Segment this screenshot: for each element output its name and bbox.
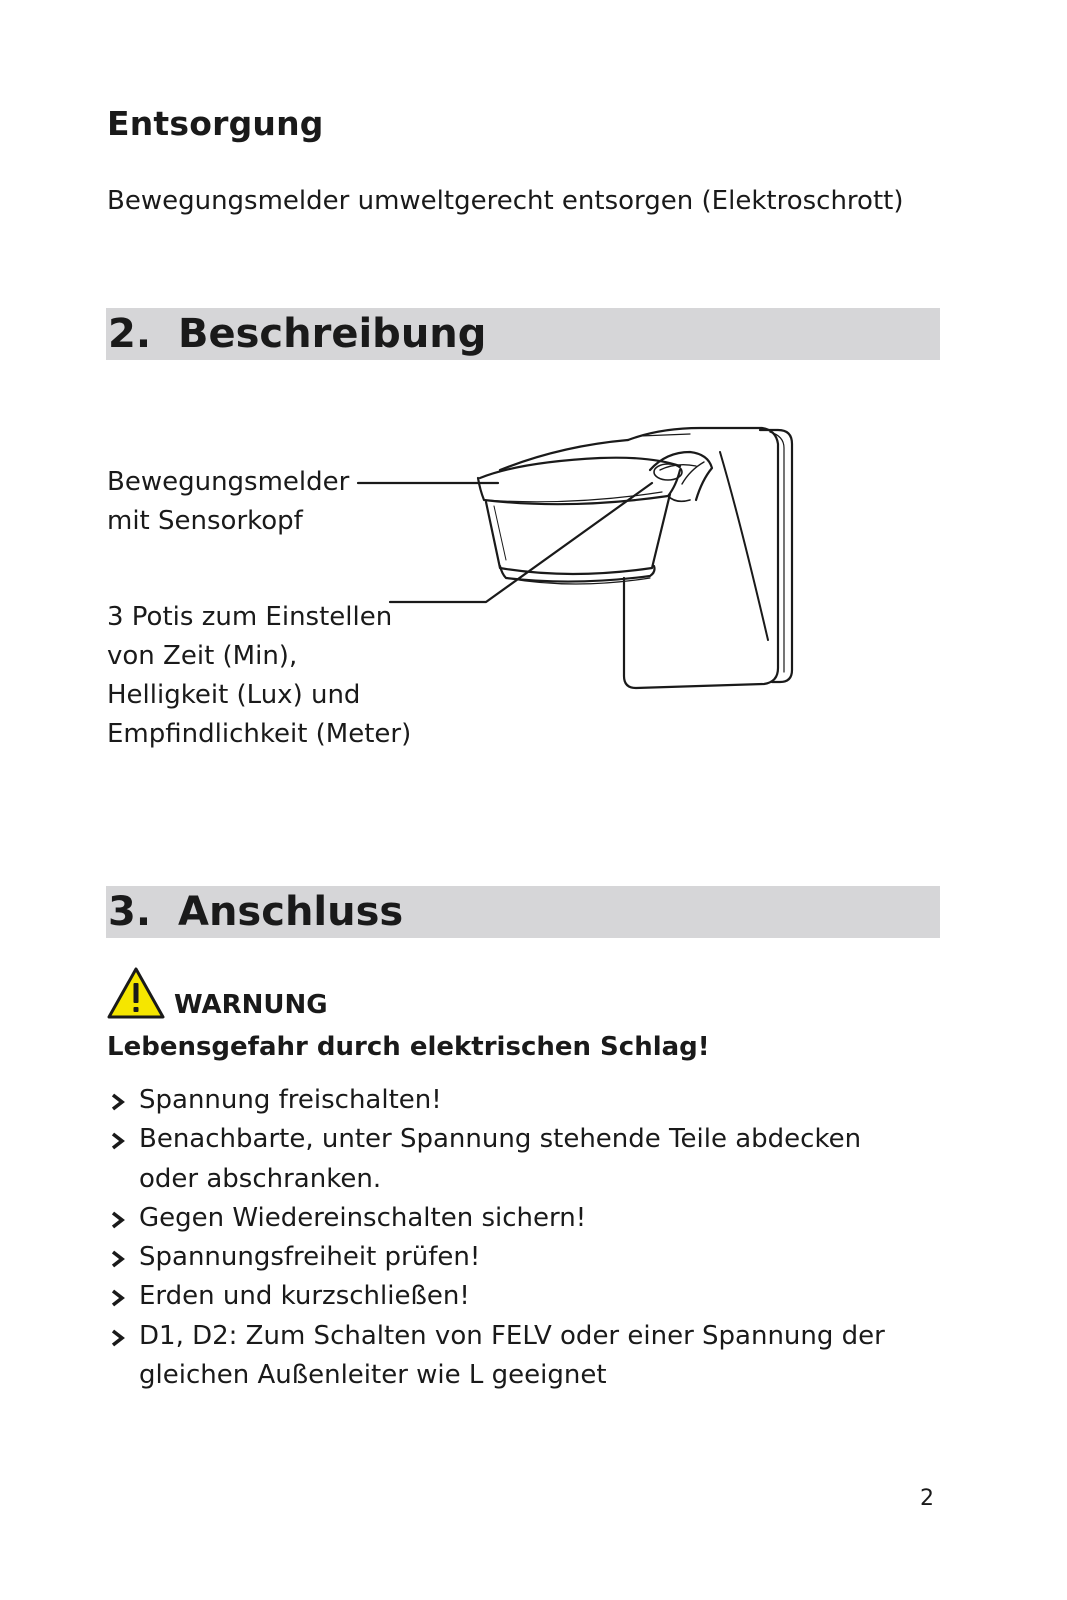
list-item — [107, 1081, 947, 1120]
label-potis-line: von Zeit (Min), — [107, 641, 298, 671]
list-item-text: gleichen Außenleiter wie L geeignet — [139, 1360, 607, 1391]
list-item-text: D1, D2: Zum Schalten von FELV oder einer Spannung der — [139, 1320, 885, 1351]
list-item-text: Erden und kurzschließen! — [139, 1281, 470, 1312]
chevron-right-icon — [109, 1289, 127, 1307]
section-2-number: 2. — [108, 311, 152, 357]
list-item — [107, 1317, 947, 1396]
list-item — [107, 1199, 947, 1238]
chevron-right-icon — [109, 1093, 127, 1111]
page-number: 2 — [920, 1486, 934, 1511]
list-item-text: Spannung freischalten! — [139, 1085, 442, 1115]
safety-steps-list — [107, 1081, 947, 1395]
list-item-text: Spannungsfreiheit prüfen! — [139, 1242, 481, 1273]
leader-line-potis — [390, 483, 652, 602]
section-2-title-text: Beschreibung — [178, 311, 487, 357]
disposal-heading: Entsorgung — [107, 104, 324, 143]
label-potis-line: Helligkeit (Lux) und — [107, 680, 361, 710]
label-sensor-line: mit Sensorkopf — [107, 506, 303, 536]
section-3-bar — [106, 886, 940, 938]
list-item-text: Gegen Wiedereinschalten sichern! — [139, 1202, 587, 1233]
list-item — [107, 1277, 947, 1316]
warning-triangle-icon — [106, 966, 166, 1020]
chevron-right-icon — [109, 1250, 127, 1268]
disposal-text: Bewegungsmelder umweltgerecht entsorgen (Elektroschrott) — [107, 186, 904, 216]
section-3-number: 3. — [108, 889, 152, 935]
chevron-right-icon — [109, 1211, 127, 1229]
label-potis-line: Empfindlichkeit (Meter) — [107, 719, 412, 749]
section-3-title — [106, 886, 940, 938]
section-3-title-text: Anschluss — [178, 889, 404, 935]
chevron-right-icon — [109, 1329, 127, 1347]
list-item-text: Benachbarte, unter Spannung stehende Teile abdecken — [139, 1124, 862, 1155]
label-sensor-line: Bewegungsmelder — [107, 467, 350, 497]
list-item-text: oder abschranken. — [139, 1163, 382, 1194]
chevron-right-icon — [109, 1132, 127, 1150]
list-item — [107, 1238, 947, 1277]
warning-title: WARNUNG — [174, 990, 328, 1020]
warning-subtitle: Lebensgefahr durch elektrischen Schlag! — [107, 1032, 710, 1062]
label-potis-line: 3 Potis zum Einstellen — [107, 602, 393, 632]
list-item — [107, 1120, 947, 1199]
